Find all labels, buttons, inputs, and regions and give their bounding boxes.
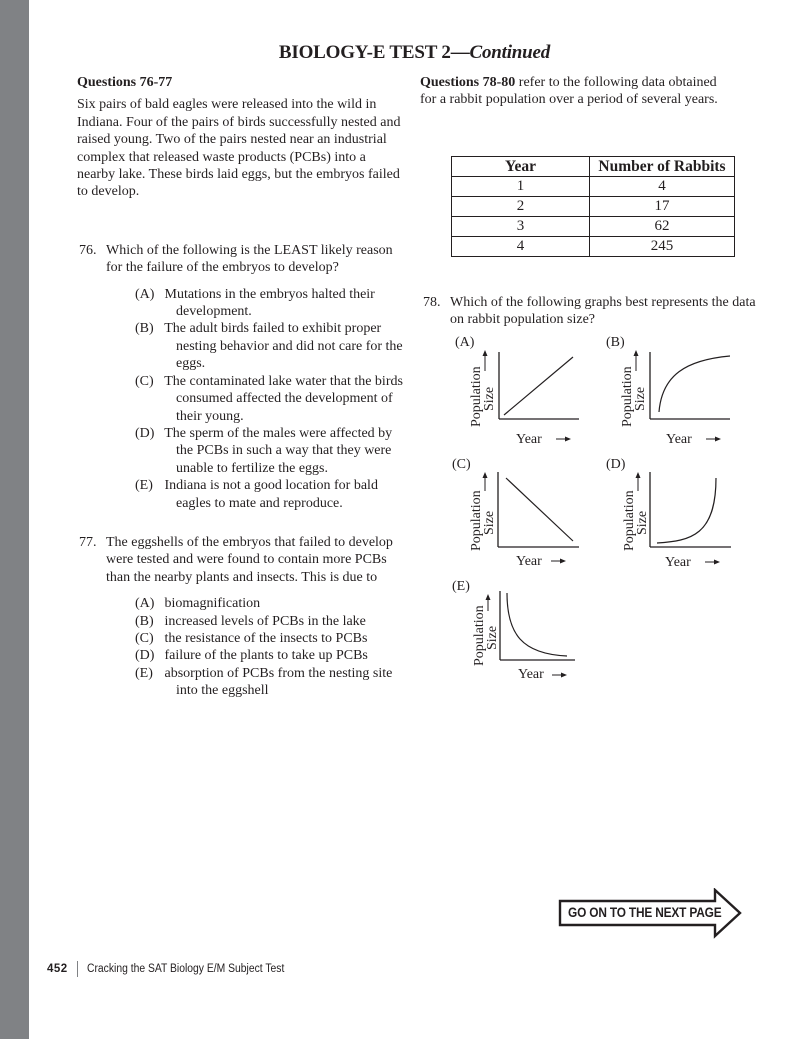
choice-e[interactable] — [106, 477, 407, 512]
choice-d[interactable] — [106, 425, 407, 477]
graph-label: (A) — [455, 335, 475, 350]
choice-label: (E) — [135, 478, 153, 494]
choice-a[interactable] — [106, 286, 407, 321]
answer-choices — [106, 286, 407, 512]
svg-text:Size: Size — [635, 510, 650, 535]
page-number: 452 — [47, 963, 68, 975]
year-cell: 3 — [452, 217, 590, 237]
choice-text: the resistance of the insects to PCBs — [164, 630, 368, 646]
svg-text:Population: Population — [620, 366, 635, 427]
left-column — [77, 74, 407, 700]
next-page-label: GO ON TO THE NEXT PAGE — [568, 905, 722, 920]
graph-choice-e[interactable] — [452, 579, 602, 699]
svg-text:Population: Population — [622, 490, 637, 551]
table-row — [452, 197, 735, 217]
svg-text:Size: Size — [482, 386, 497, 411]
choice-text: failure of the plants to take up PCBs — [164, 648, 368, 664]
choice-b[interactable] — [106, 613, 407, 630]
question-number: 76. — [79, 242, 97, 258]
linear-decrease-graph-icon — [452, 457, 602, 577]
graph-label: (E) — [452, 579, 470, 594]
logarithmic-increase-graph-icon — [606, 335, 756, 455]
year-cell: 2 — [452, 197, 590, 217]
choice-label: (A) — [135, 286, 155, 302]
svg-text:Year: Year — [516, 432, 542, 447]
exponential-increase-graph-icon — [606, 457, 756, 577]
svg-text:Year: Year — [665, 555, 691, 570]
svg-text:Population: Population — [469, 366, 484, 427]
linear-increase-graph-icon — [455, 335, 605, 455]
graph-label: (D) — [606, 457, 626, 472]
choice-label: (B) — [135, 321, 154, 337]
graph-label: (B) — [606, 335, 625, 350]
graph-choice-a[interactable] — [455, 335, 605, 455]
rabbit-population-table — [451, 156, 735, 257]
choice-label: (C) — [135, 373, 154, 389]
choice-text: Indiana is not a good location for bald eagles to mate and reproduce. — [164, 478, 378, 511]
svg-text:Year: Year — [516, 554, 542, 569]
graph-choice-d[interactable] — [606, 457, 756, 577]
question-78 — [420, 294, 760, 329]
choice-text: biomagnification — [164, 596, 261, 612]
choice-b[interactable] — [106, 320, 407, 372]
question-76 — [77, 242, 407, 512]
year-cell: 1 — [452, 177, 590, 197]
questions-76-77-heading: Questions 76-77 — [77, 75, 173, 90]
svg-text:Size: Size — [485, 625, 500, 650]
page-side-band — [0, 0, 29, 1039]
table-header-row — [452, 157, 735, 177]
choice-label: (D) — [135, 648, 155, 664]
page-title — [29, 42, 800, 64]
eagle-passage: Six pairs of bald eagles were released into the wild in Indiana. Four of the pairs of birds successfully nested and raised young. Two of the pairs nested near an industrial complex that released waste products (PCBs) into a nearby lake. These birds laid eggs, but the embryos failed to develop. — [77, 97, 401, 200]
column-header-year: Year — [452, 157, 590, 177]
table-row — [452, 217, 735, 237]
svg-text:Size: Size — [482, 510, 497, 535]
choice-c[interactable] — [106, 630, 407, 647]
graph-label: (C) — [452, 457, 471, 472]
choice-d[interactable] — [106, 647, 407, 664]
title-main: BIOLOGY-E TEST 2 — [278, 42, 451, 63]
choice-label: (C) — [135, 630, 154, 646]
svg-text:Population: Population — [472, 605, 487, 666]
question-stem: Which of the following graphs best represents the data on rabbit population size? — [450, 295, 756, 328]
choice-text: Mutations in the embryos halted their development. — [164, 286, 375, 320]
question-number: 78. — [423, 295, 441, 310]
choice-a[interactable] — [106, 595, 407, 612]
choice-text: The sperm of the males were affected by the PCBs in such a way that they were unable to fertilize the eggs. — [164, 425, 393, 476]
title-dash: — — [450, 42, 470, 63]
rabbits-cell: 245 — [590, 237, 735, 257]
page-footer — [47, 961, 306, 977]
choice-text: increased levels of PCBs in the lake — [164, 613, 366, 629]
answer-choices — [106, 595, 407, 699]
intro-text: refer to the following data obtained for a rabbit population over a period of several years. — [420, 75, 718, 108]
exponential-decay-graph-icon — [452, 579, 602, 699]
year-cell: 4 — [452, 237, 590, 257]
choice-label: (E) — [135, 665, 153, 681]
rabbit-data-intro — [420, 74, 720, 109]
table-row — [452, 177, 735, 197]
questions-78-80-heading: Questions 78-80 — [420, 75, 516, 90]
choice-text: absorption of PCBs from the nesting site into the eggshell — [164, 665, 393, 699]
question-77 — [77, 534, 407, 700]
graph-choice-b[interactable] — [606, 335, 756, 455]
choice-label: (D) — [135, 425, 155, 441]
svg-text:Size: Size — [633, 386, 648, 411]
rabbits-cell: 17 — [590, 197, 735, 217]
footer-divider — [77, 961, 78, 977]
right-column — [420, 74, 760, 328]
question-stem: The eggshells of the embryos that failed to develop were tested and were found to contain more PCBs than the nearby plants and insects. This is due to — [106, 534, 393, 585]
question-stem: Which of the following is the LEAST likely reason for the failure of the embryos to develop? — [106, 242, 393, 276]
choice-e[interactable] — [106, 665, 407, 700]
book-title: Cracking the SAT Biology E/M Subject Test — [86, 963, 285, 975]
svg-text:Year: Year — [518, 667, 544, 682]
question-number: 77. — [79, 534, 97, 550]
table-row — [452, 237, 735, 257]
svg-text:Population: Population — [469, 490, 484, 551]
title-continued: Continued — [469, 42, 551, 63]
choice-c[interactable] — [106, 373, 407, 425]
column-header-rabbits: Number of Rabbits — [590, 157, 735, 177]
choice-label: (B) — [135, 613, 154, 629]
choice-label: (A) — [135, 596, 155, 612]
svg-text:Year: Year — [666, 432, 692, 447]
rabbits-cell: 4 — [590, 177, 735, 197]
choice-text: The contaminated lake water that the birds consumed affected the development of their young. — [164, 373, 403, 424]
choice-text: The adult birds failed to exhibit proper nesting behavior and did not care for the eggs. — [164, 321, 403, 372]
rabbits-cell: 62 — [590, 217, 735, 237]
graph-choice-c[interactable] — [452, 457, 602, 577]
